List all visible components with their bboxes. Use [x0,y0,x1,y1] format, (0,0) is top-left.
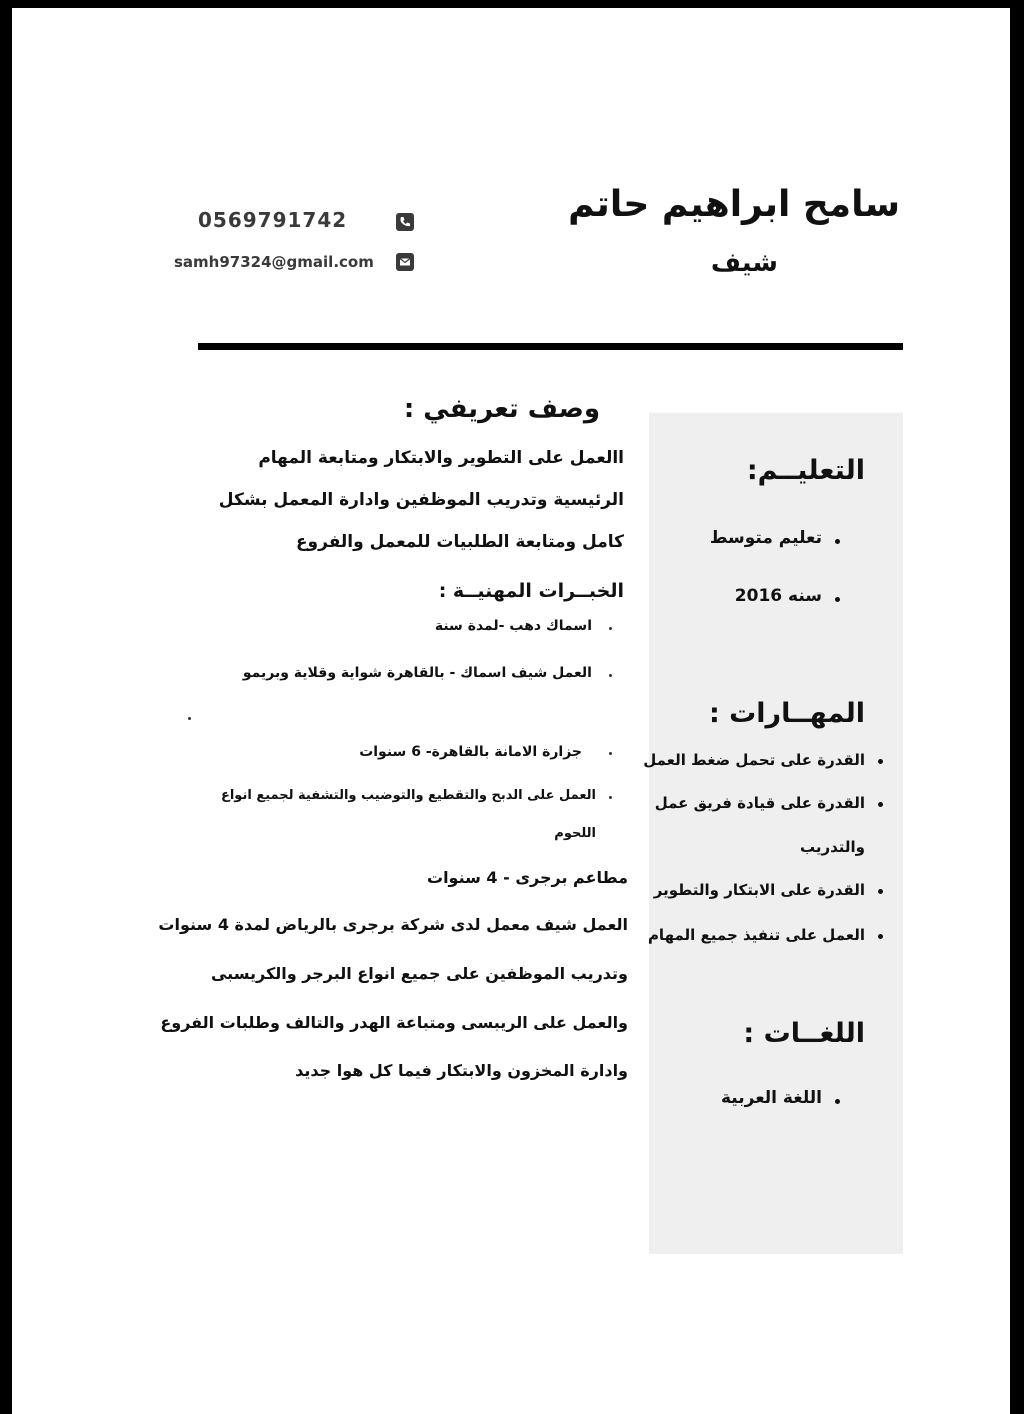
education-item: تعليم متوسط [709,528,822,548]
header-divider [198,343,903,350]
email-address: samh97324@gmail.com [174,253,374,271]
bullet-icon [878,889,883,894]
bullet-icon [835,597,840,602]
job-title: شيف [710,248,778,278]
experience-heading: الخبــرات المهنيــة : [438,580,624,602]
envelope-icon [396,253,414,271]
bullet-icon [835,1099,840,1104]
burger-job-line: العمل شيف معمل لدى شركة برجرى بالرياض لمدة 4 سنوات [158,915,628,934]
education-heading: التعليــم: [746,455,865,486]
skills-heading: المهــارات : [708,698,865,729]
skill-item: العمل على تنفيذ جميع المهام [647,926,865,944]
candidate-name: سامح ابراهيم حاتم [568,184,900,225]
bullet-icon [609,796,612,799]
skill-item: القدرة على تحمل ضغط العمل [643,751,865,769]
bullet-icon [878,759,883,764]
education-item: سنه 2016 [734,586,822,606]
skill-item: القدرة على الابتكار والتطوير [653,881,865,899]
phone-icon [396,213,414,231]
bullet-icon [878,802,883,807]
languages-heading: اللغــات : [743,1018,865,1049]
profile-heading: وصف تعريفي : [403,394,600,424]
resume-page [12,8,1010,1414]
burger-job-line: وتدريب الموظفين على جميع انواع البرجر والكريسبى [210,964,628,983]
phone-number: 0569791742 [198,208,348,232]
experience-item-continued: اللحوم [554,826,596,841]
profile-line: االعمل على التطوير والابتكار ومتابعة المهام [258,448,624,468]
bullet-icon [609,674,612,677]
burger-job-line: والعمل على الريبسى ومتباعة الهدر والتالف وطلبات الفروع [160,1013,628,1032]
bullet-icon [835,539,840,544]
burger-job-title: مطاعم برجرى - 4 سنوات [426,868,628,887]
experience-item: اسماك دهب -لمدة سنة [434,618,592,634]
skill-item-continued: والتدريب [799,838,865,856]
bullet-icon [878,934,883,939]
profile-line: الرئيسية وتدريب الموظفين وادارة المعمل بشكل [218,490,624,510]
stray-bullet-icon [188,717,191,720]
experience-item: العمل شيف اسماك - بالقاهرة شواية وقلاية وبريمو [242,665,592,681]
experience-item: جزارة الامانة بالقاهرة- 6 سنوات [359,744,582,760]
bullet-icon [609,627,612,630]
language-item: اللغة العربية [721,1088,822,1108]
skill-item: القدرة على قيادة فريق عمل [654,794,865,812]
profile-line: كامل ومتابعة الطلبيات للمعمل والفروع [295,532,624,552]
burger-job-line: وادارة المخزون والابتكار فيما كل هوا جديد [295,1061,628,1080]
bullet-icon [609,752,612,755]
experience-item: العمل على الدبح والتقطيع والتوضيب والتشفية لجميع انواع [220,788,596,803]
